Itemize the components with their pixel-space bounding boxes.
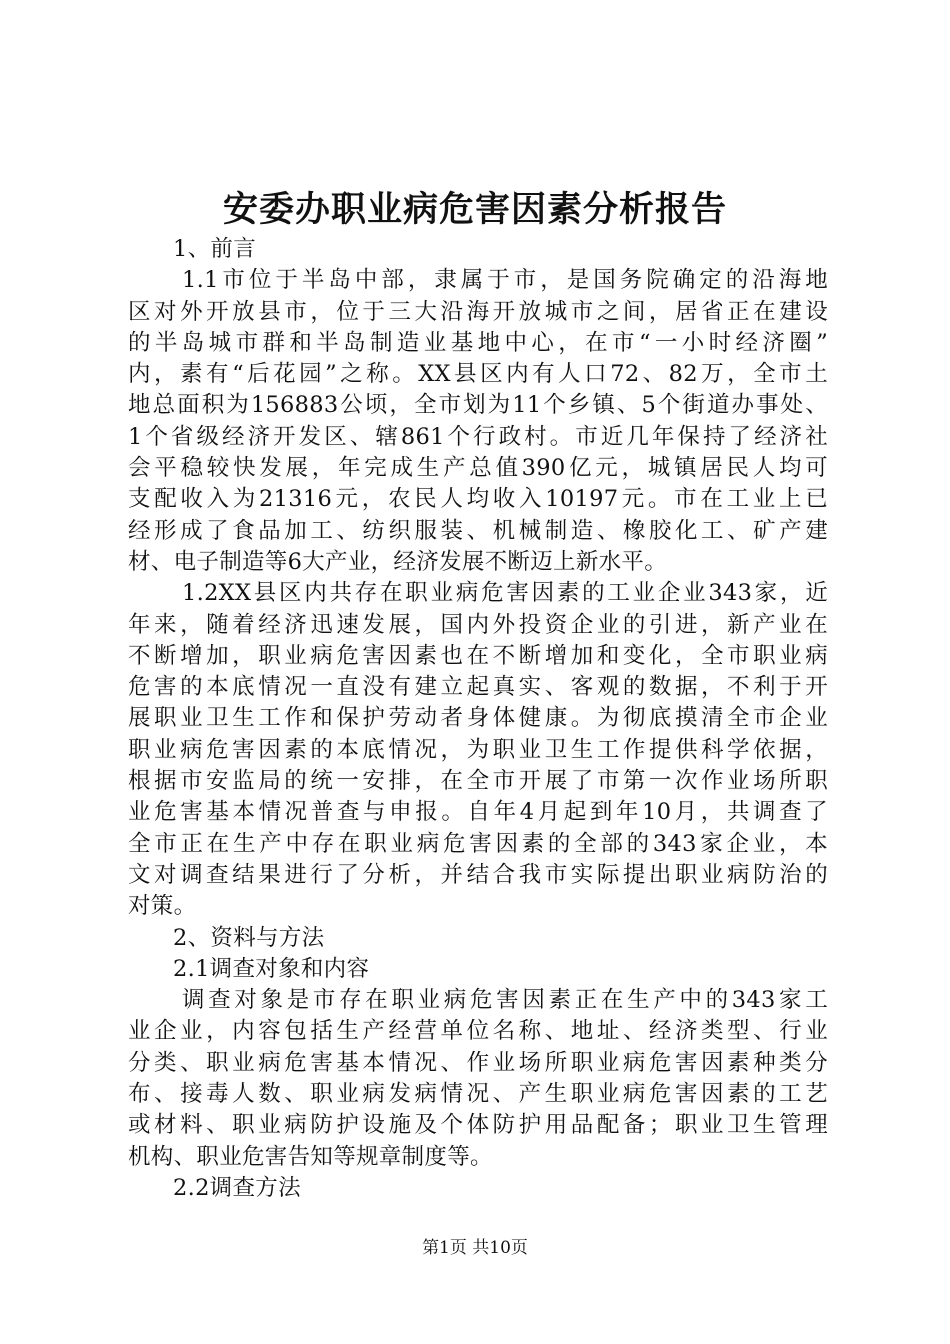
paragraph-line: 区对外开放县市，位于三大沿海开放城市之间，居省正在建设: [128, 298, 828, 325]
paragraph-line: 展职业卫生工作和保护劳动者身体健康。为彻底摸清全市企业: [128, 705, 828, 732]
paragraph-line: 业危害基本情况普查与申报。自年4月起到年10月，共调查了: [128, 799, 828, 826]
section-heading: 2、资料与方法: [173, 924, 325, 951]
document-body: [128, 234, 828, 1204]
paragraph-line: 材、电子制造等6大产业，经济发展不断迈上新水平。: [128, 548, 668, 575]
paragraph-line: 业企业，内容包括生产经营单位名称、地址、经济类型、行业: [128, 1018, 828, 1045]
paragraph-line: 经形成了食品加工、纺织服装、机械制造、橡胶化工、矿产建: [128, 517, 828, 544]
paragraph-line: 危害的本底情况一直没有建立起真实、客观的数据，不利于开: [128, 674, 828, 701]
paragraph-line: 或材料、职业病防护设施及个体防护用品配备；职业卫生管理: [128, 1112, 828, 1139]
paragraph-line: 年来，随着经济迅速发展，国内外投资企业的引进，新产业在: [128, 611, 828, 638]
paragraph-line: 机构、职业危害告知等规章制度等。: [128, 1143, 493, 1170]
paragraph-line: 职业病危害因素的本底情况，为职业卫生工作提供科学依据，: [128, 736, 828, 763]
paragraph-line: 对策。: [128, 893, 197, 920]
paragraph-line: 不断增加，职业病危害因素也在不断增加和变化，全市职业病: [128, 642, 828, 669]
paragraph-line: 支配收入为21316元，农民人均收入10197元。市在工业上已: [128, 486, 828, 513]
document-title: 安委办职业病危害因素分析报告: [222, 189, 727, 230]
paragraph-line: 文对调查结果进行了分析，并结合我市实际提出职业病防治的: [128, 861, 828, 888]
paragraph-line: 1个省级经济开发区、辖861个行政村。市近几年保持了经济社: [128, 423, 828, 450]
page-number-footer: 第1页 共10页: [422, 1238, 528, 1258]
paragraph-line: 调查对象是市存在职业病危害因素正在生产中的343家工: [182, 987, 828, 1014]
paragraph-line: 分类、职业病危害基本情况、作业场所职业病危害因素种类分: [128, 1049, 828, 1076]
paragraph-line: 根据市安监局的统一安排，在全市开展了市第一次作业场所职: [128, 768, 828, 795]
paragraph-line: 会平稳较快发展，年完成生产总值390亿元，城镇居民人均可: [128, 455, 828, 482]
section-heading: 2.2调查方法: [173, 1174, 301, 1201]
section-heading: 1、前言: [173, 236, 257, 262]
paragraph-line: 布、接毒人数、职业病发病情况、产生职业病危害因素的工艺: [128, 1081, 828, 1108]
section-heading: 2.1调查对象和内容: [173, 955, 370, 982]
paragraph-line: 全市正在生产中存在职业病危害因素的全部的343家企业，本: [128, 830, 828, 857]
paragraph-line: 地总面积为156883公顷，全市划为11个乡镇、5个街道办事处、: [128, 392, 828, 419]
paragraph-line: 1.2XX县区内共存在职业病危害因素的工业企业343家，近: [182, 580, 828, 607]
paragraph-line: 1.1市位于半岛中部，隶属于市，是国务院确定的沿海地: [182, 267, 828, 294]
paragraph-line: 的半岛城市群和半岛制造业基地中心，在市“一小时经济圈”: [128, 329, 828, 356]
paragraph-line: 内，素有“后花园”之称。XX县区内有人口72、82万，全市土: [128, 361, 828, 388]
